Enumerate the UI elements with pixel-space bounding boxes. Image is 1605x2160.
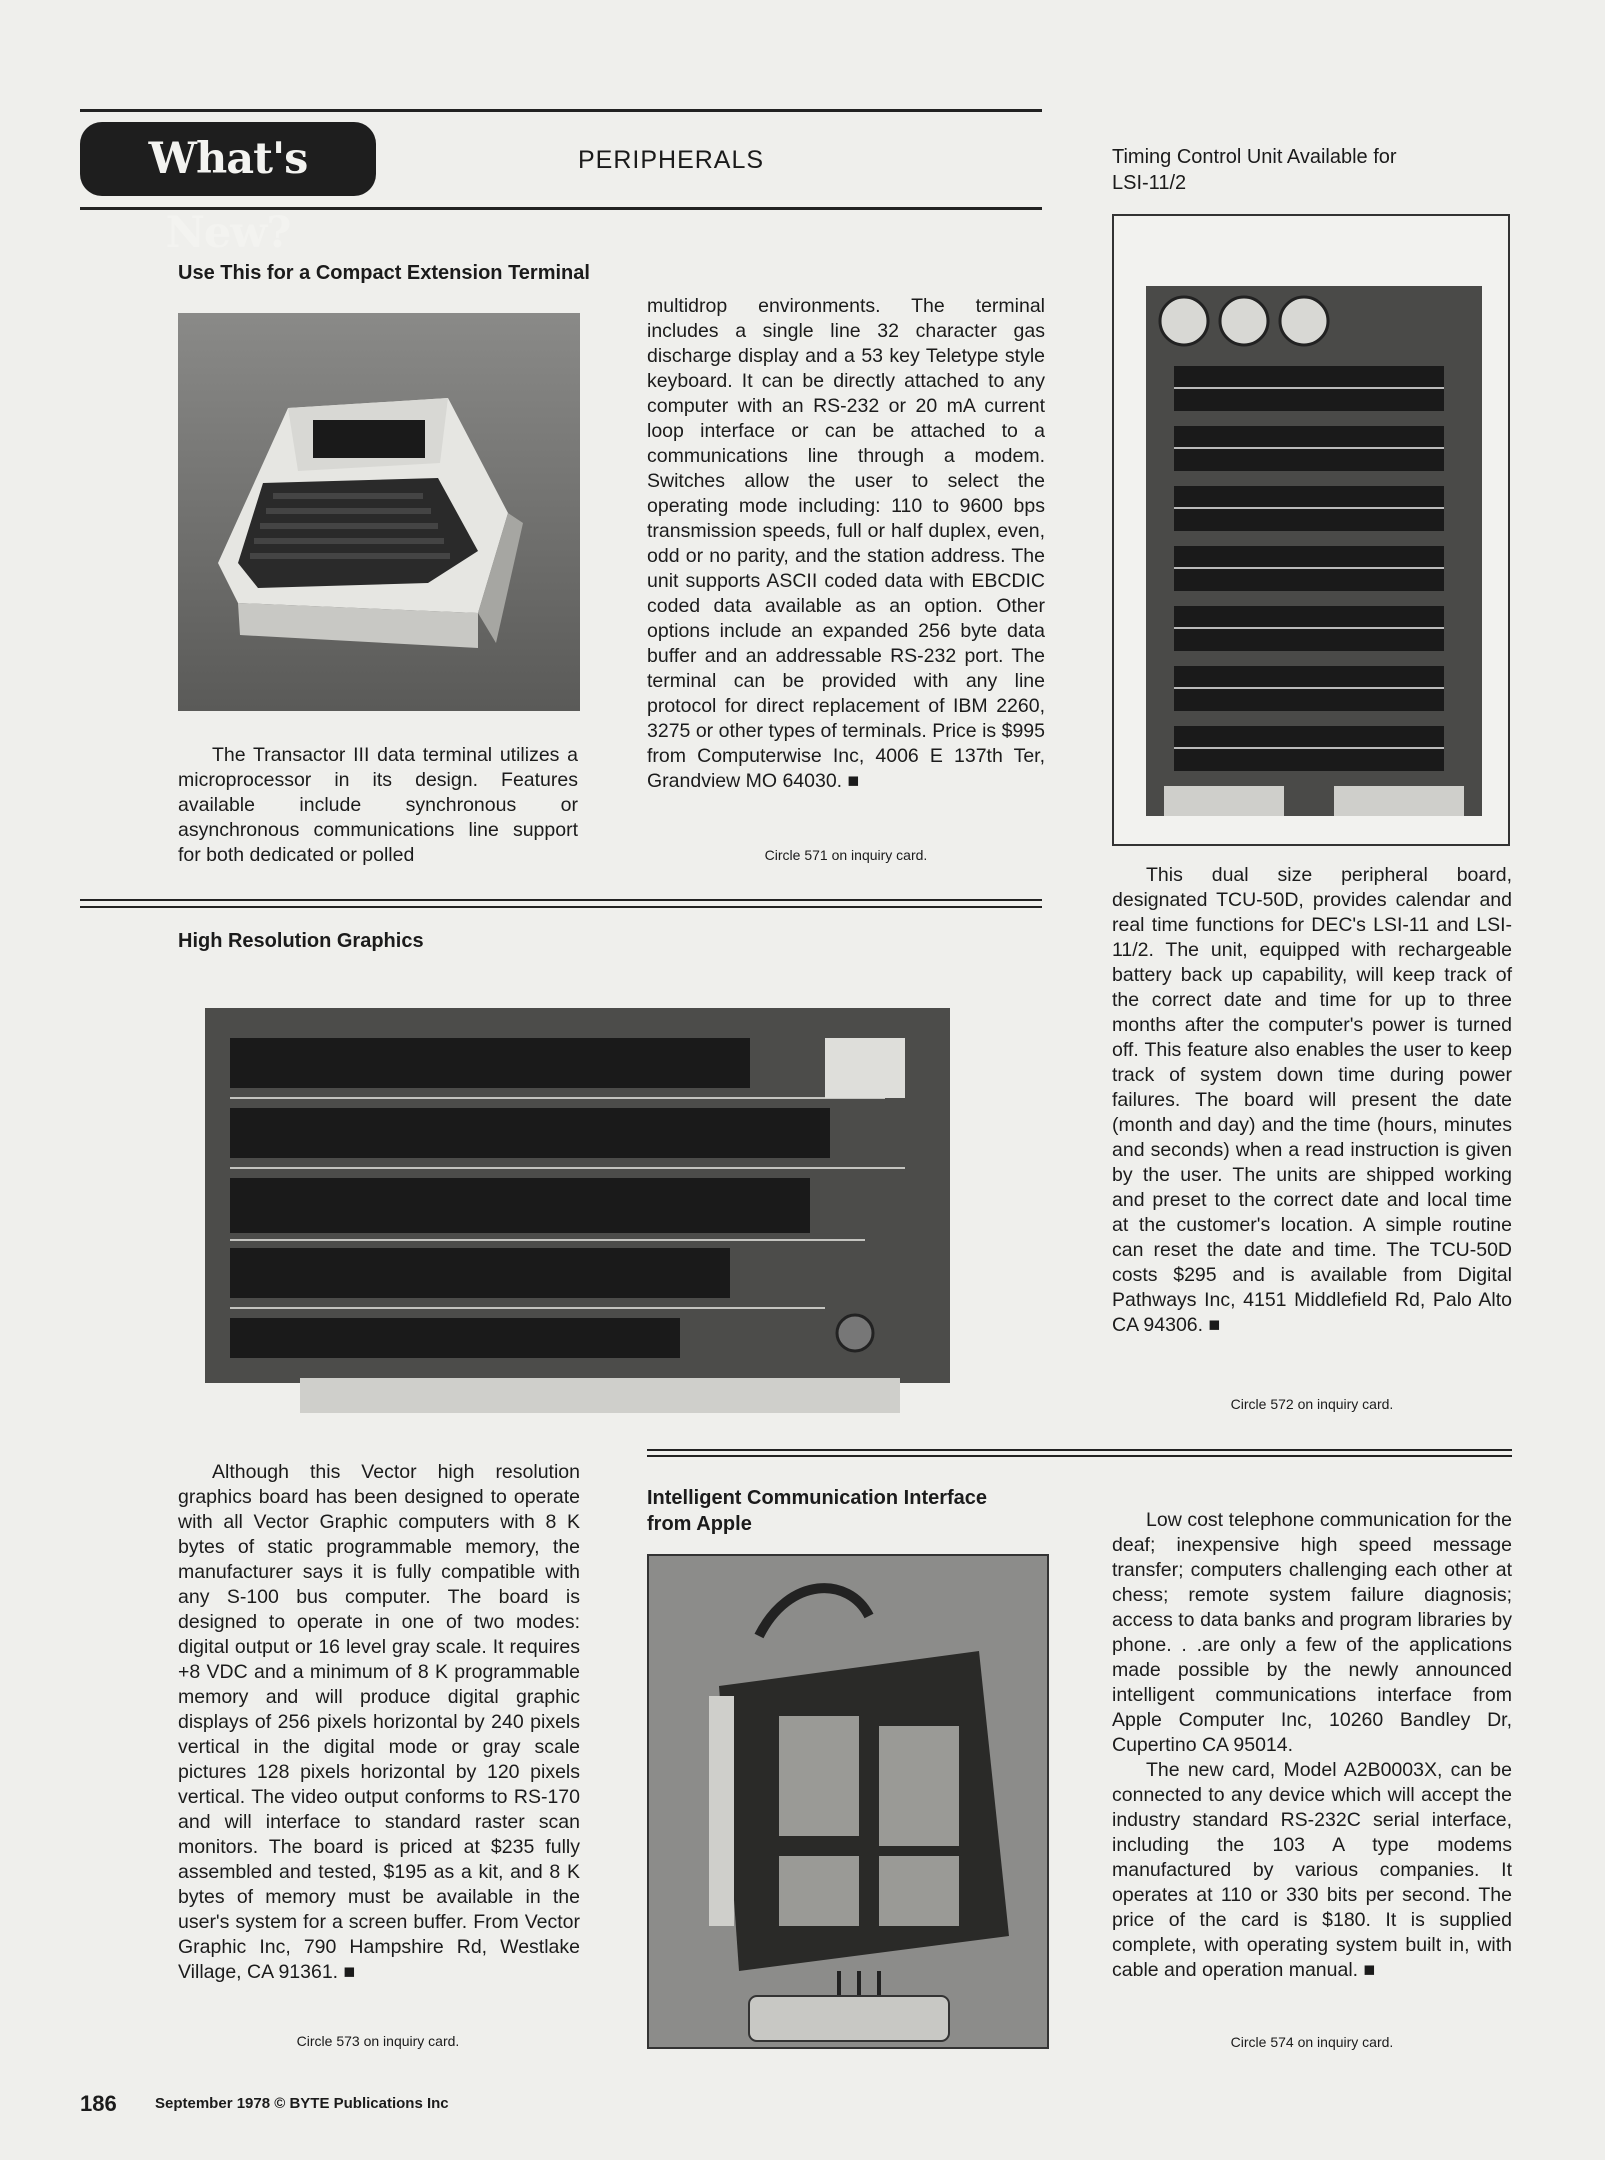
tcu-board-frame — [1112, 214, 1510, 846]
article3-text: Although this Vector high resolution graphics board has been designed to operate with all Vector Graphic computers with 8 K bytes of static programmable memory, the manufacturer says it is fully compatible with any S-100 bus computer. The board is designed to operate in one of two modes: digital output or 16 level gray scale. It requires +8 VDC and a minimum of 8 K programmable memory and will produce digital graphic displays of 256 pixels horizontal by 240 pixels vertical in the digital mode or gray scale pictures 128 pixels horizontal by 120 pixels vertical. The video output conforms to RS-170 and will interface to standard raster scan monitors. The board is priced at $235 fully assembled and tested, $195 as a kit, and 8 K bytes of memory must be available in the user's system for a screen buffer. From Vector Graphic Inc, 790 Hampshire Rd, Westlake Village, CA 91361. ■ — [178, 1461, 580, 1983]
article4-body — [1112, 1508, 1512, 1983]
header-top-rule — [80, 109, 1042, 112]
section-title: PERIPHERALS — [578, 146, 765, 174]
article4-para1: Low cost telephone communication for the deaf; inexpensive high speed message transfer; computers challenging each other at chess; remote system failure diagnosis; access to data banks and program libraries by phone. . .are only a few of the applications made possible by the newly announced intelligent communications interface from Apple Computer Inc, 10260 Bandley Dr, Cupertino CA 95014. — [1112, 1509, 1512, 1756]
end-mark-icon: ■ — [1208, 1314, 1221, 1336]
article3-circle: Circle 573 on inquiry card. — [296, 2033, 460, 2049]
apple-rule-1 — [647, 1449, 1512, 1451]
article4-title: Intelligent Communication Interface from Apple — [647, 1487, 988, 1535]
article2-text: This dual size peripheral board, designated TCU-50D, provides calendar and real time functions for DEC's LSI-11 and LSI-11/2. The unit, equipped with rechargeable battery back up capability, will keep track of the correct date and time for up to three months after the computer's power is turned off. This feature also enables the user to keep track of system down time during power failures. The board will present the date (month and day) and the time (hours, minutes and seconds) when a read instruction is given by the user. The units are shipped working and preset to the correct date and local time at the customer's location. A simple routine can reset the date and time. The TCU-50D costs $295 and is available from Digital Pathways Inc, 4151 Middlefield Rd, Palo Alto CA 94306. ■ — [1112, 864, 1512, 1336]
graphics-board-photo — [185, 978, 970, 1418]
article2-body — [1112, 863, 1512, 1338]
article4-para2: The new card, Model A2B0003X, can be connected to any device which will accept the industry standard RS-232C serial interface, including the 103 A type modems manufactured by various companies. It operates at 110 or 330 bits per second. The price of the card is $180. It is supplied complete, with operating system built in, with cable and operation manual. ■ — [1112, 1759, 1512, 1981]
article2-circle: Circle 572 on inquiry card. — [1230, 1396, 1394, 1412]
apple-rule-2 — [647, 1455, 1512, 1457]
article2-title: Timing Control Unit Available for LSI-11/2 — [1112, 146, 1397, 194]
article3-title: High Resolution Graphics — [178, 930, 424, 952]
mid-rule-1 — [80, 899, 1042, 901]
article4-circle: Circle 574 on inquiry card. — [1230, 2034, 1394, 2050]
article1-text-left: The Transactor III data terminal utilizes a microprocessor in its design. Features available include synchronous or asynchronous communications line support for both dedicated or polled — [178, 744, 578, 866]
end-mark-icon: ■ — [1363, 1959, 1376, 1981]
article1-text-right: multidrop environments. The terminal includes a single line 32 character gas discharge display and a 53 key Teletype style keyboard. It can be directly attached to any computer with an RS-232 or 20 mA current loop interface or can be attached to a communications line through a modem. Switches allow the user to select the operating mode including: 110 to 9600 bps transmission speeds, full or half duplex, even, odd or no parity, and the station address. The unit supports ASCII coded data with EBCDIC coded data available as an option. Other options include an expanded 256 byte data buffer and an addressable RS-232 port. The terminal can be provided with any line protocol for direct replacement of IBM 2260, 3275 or other types of terminals. Price is $995 from Computerwise Inc, 4006 E 137th Ter, Grandview MO 64030. ■ — [647, 295, 1045, 792]
mid-rule-2 — [80, 906, 1042, 908]
article1-body-left — [178, 743, 578, 868]
article1-body-right — [647, 294, 1045, 794]
terminal-photo — [178, 313, 580, 711]
article1-title: Use This for a Compact Extension Terminal — [178, 262, 590, 284]
article1-circle: Circle 571 on inquiry card. — [764, 847, 928, 863]
end-mark-icon: ■ — [847, 770, 860, 792]
apple-card-photo — [647, 1554, 1049, 2049]
end-mark-icon: ■ — [343, 1961, 356, 1983]
whats-new-logo: What's New? — [80, 122, 376, 196]
footer-line: September 1978 © BYTE Publications Inc — [155, 2095, 449, 2112]
page-number: 186 — [80, 2091, 117, 2116]
article3-body — [178, 1460, 580, 1985]
